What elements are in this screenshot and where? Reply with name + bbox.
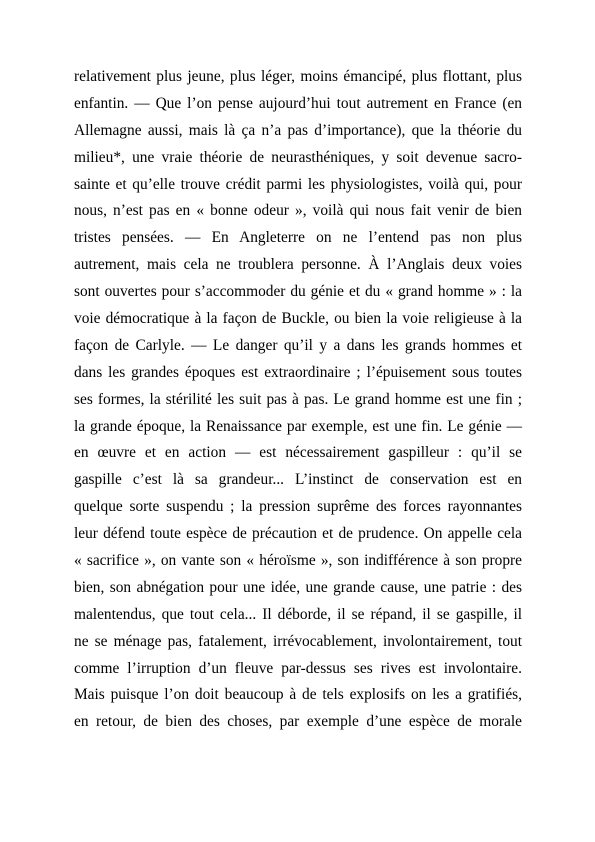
text-line: leur défend toute espèce de précaution et de prudence. On appelle cela [74,525,522,543]
text-line: enfantin. — Que l’on pense aujourd’hui tout autrement en France (en [74,94,522,112]
text-line: Allemagne aussi, mais là ça n’a pas d’importance), que la théorie du [74,121,522,139]
body-text [74,64,522,736]
text-line: milieu*, une vraie théorie de neurasthéniques, y soit devenue sacro- [74,148,522,166]
text-line: voie démocratique à la façon de Buckle, ou bien la voie religieuse à la [74,310,522,328]
text-line: « sacrifice », on vante son « héroïsme », son indifférence à son propre [74,552,522,570]
text-line: en retour, de bien des choses, par exemple d’une espèce de morale [74,713,522,731]
text-line: ses formes, la stérilité les suit pas à pas. Le grand homme est une fin ; [74,390,522,408]
text-line: malentendus, que tout cela... Il déborde, il se répand, il se gaspille, il [74,605,522,623]
text-line: quelque sorte suspendu ; la pression suprême des forces rayonnantes [74,498,522,516]
text-line: nous, n’est pas en « bonne odeur », voilà qui nous fait venir de bien [74,202,522,220]
text-line: en œuvre et en action — est nécessairement gaspilleur : qu’il se [74,444,522,462]
text-line: tristes pensées. — En Angleterre on ne l’entend pas non plus [74,229,522,247]
text-line: bien, son abnégation pour une idée, une grande cause, une patrie : des [74,578,522,596]
text-line: la grande époque, la Renaissance par exemple, est une fin. Le génie — [74,417,522,435]
text-line: comme l’irruption d’un fleuve par-dessus ses rives est involontaire. [74,659,522,677]
text-line: façon de Carlyle. — Le danger qu’il y a dans les grands hommes et [74,336,522,354]
text-line: autrement, mais cela ne troublera personne. À l’Anglais deux voies [74,256,522,274]
text-line: gaspille c’est là sa grandeur... L’instinct de conservation est en [74,471,522,489]
text-line: ne se ménage pas, fatalement, irrévocablement, involontairement, tout [74,632,522,650]
text-line: relativement plus jeune, plus léger, moins émancipé, plus flottant, plus [74,68,522,85]
text-line: dans les grandes époques est extraordinaire ; l’épuisement sous toutes [74,363,522,381]
text-line: sainte et qu’elle trouve crédit parmi les physiologistes, voilà qui, pour [74,175,522,193]
text-line: Mais puisque l’on doit beaucoup à de tels explosifs on les a gratifiés, [74,686,522,704]
text-line: sont ouvertes pour s’accommoder du génie et du « grand homme » : la [74,283,522,301]
